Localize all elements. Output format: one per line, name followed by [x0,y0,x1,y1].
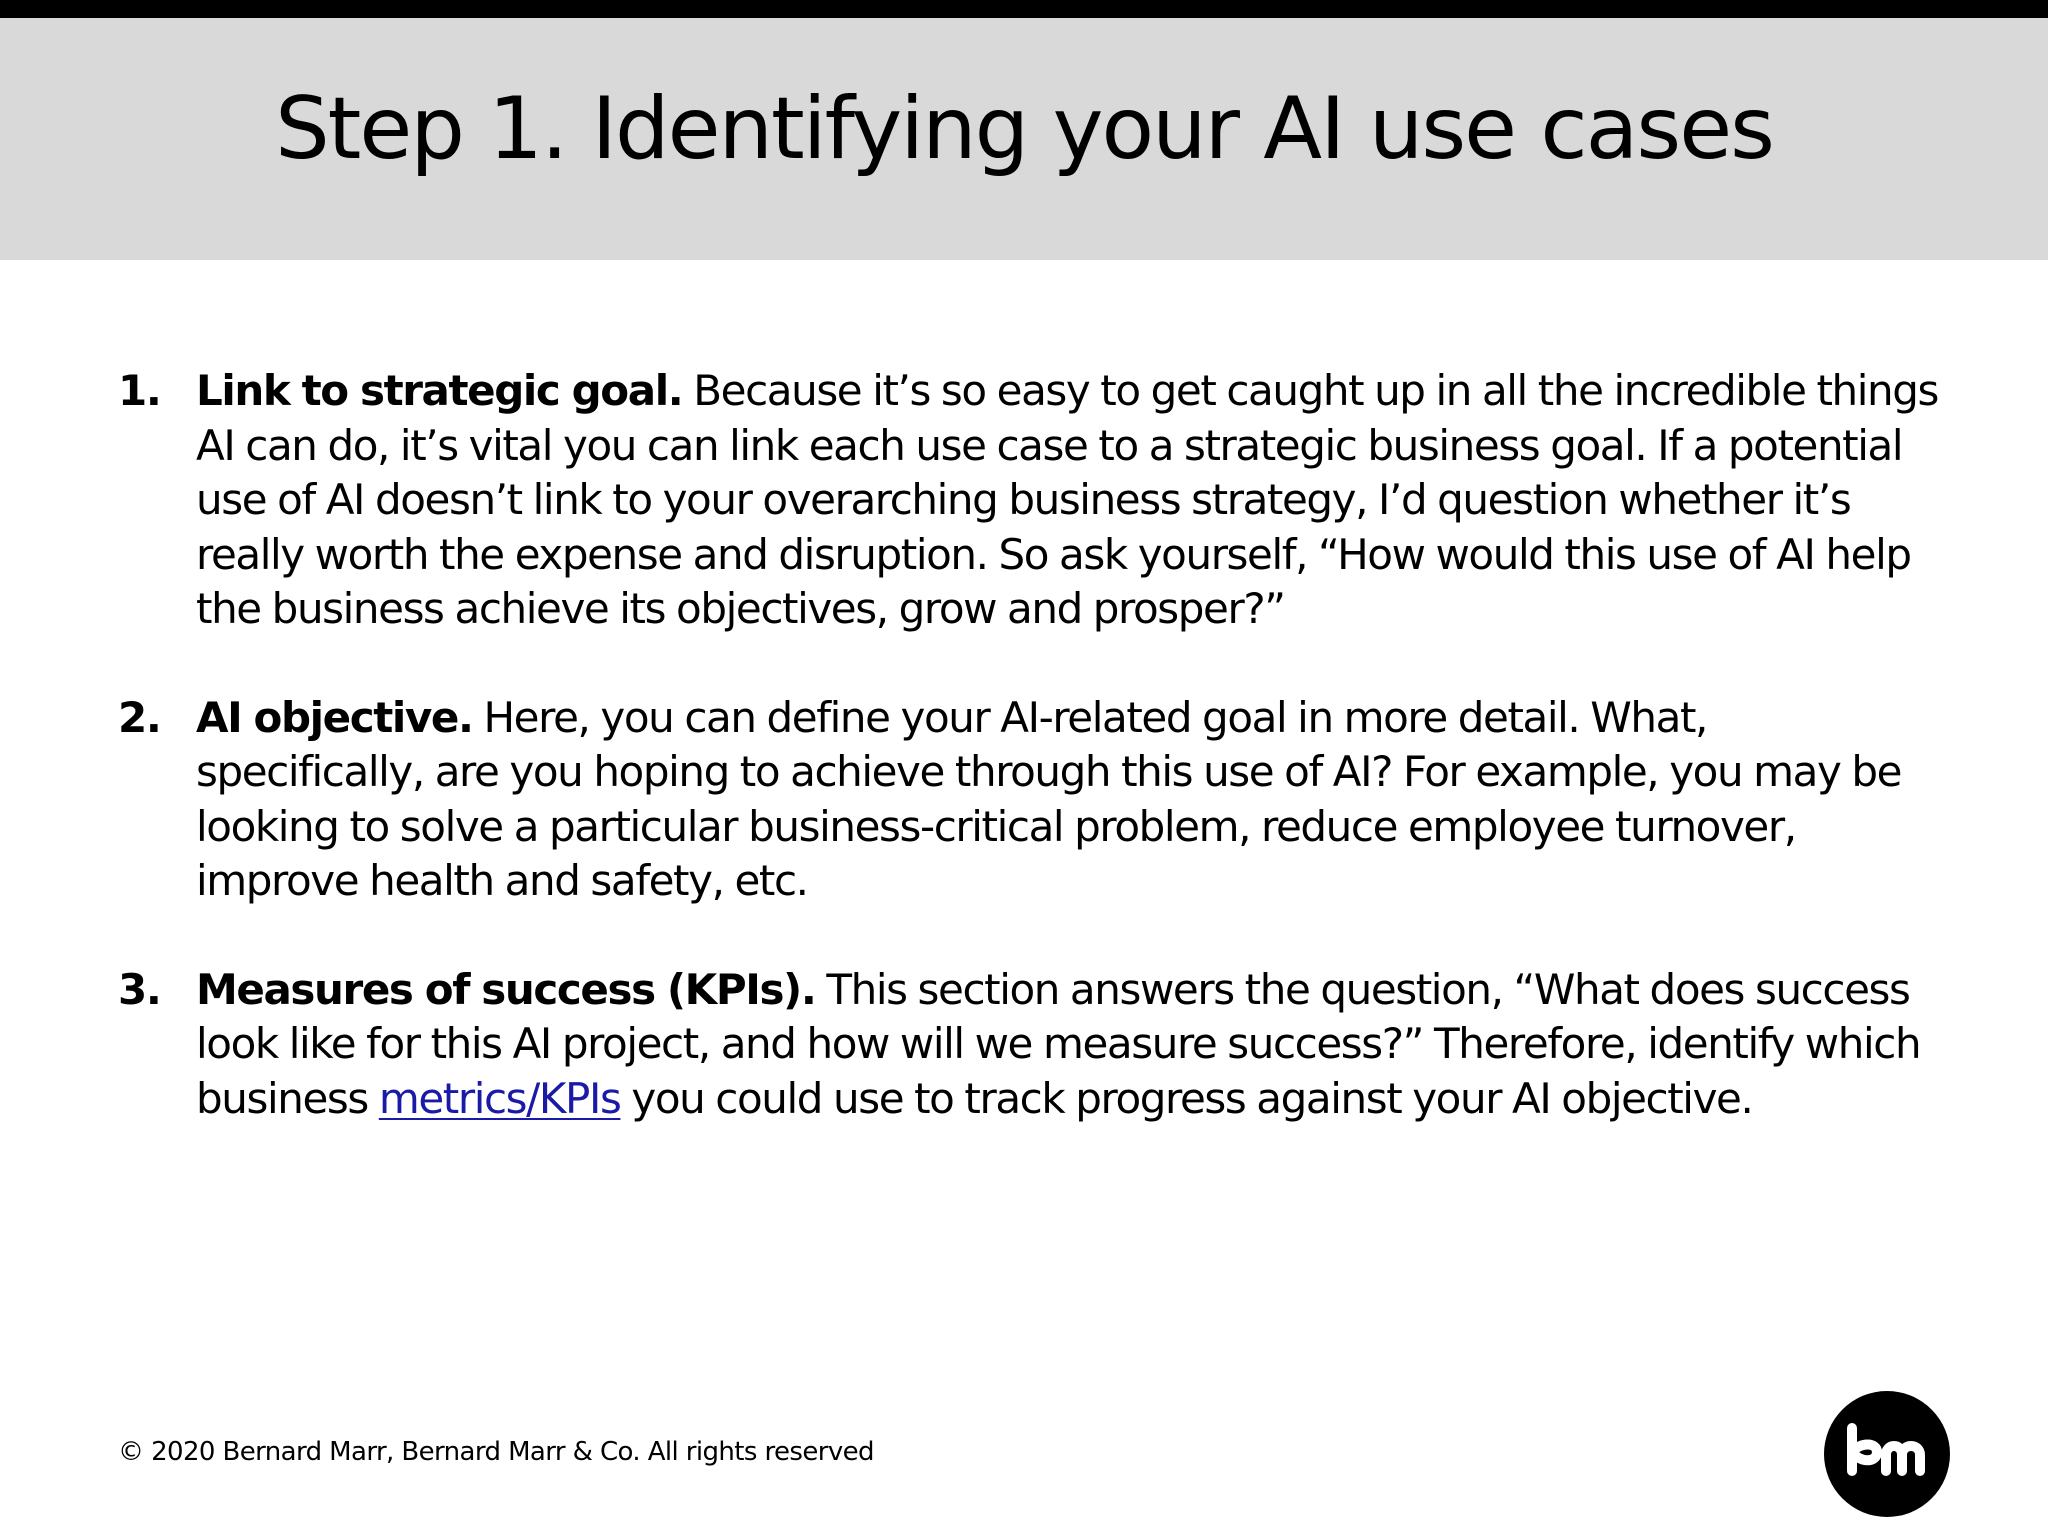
list-item-measures-of-success [118,963,1938,1127]
steps-list [118,364,1938,1180]
step-body-after-link: you could use to track progress against your AI objective. [620,1073,1753,1123]
step-number: 1. [118,366,161,415]
step-body: Here, you can define your AI-related goal in more detail. What, specifically, are you hoping to achieve through this use of AI? For example, you may be looking to solve a particular business-critical problem, reduce employee turnover, improve health and safety, etc. [196,692,1902,905]
title-band [0,18,2048,260]
list-item-link-to-strategic-goal [118,364,1938,637]
step-number: 2. [118,692,161,742]
step-body: Because it’s so easy to get caught up in all the incredible things AI can do, it’s vital you can link each use case to a strategic business goal. If a potential use of AI doesn’t link to your overarching business strategy, I’d question whether it’s really worth the expense and disruption. So ask yourself, “How would this use of AI help the business achieve its objectives, grow and prosper?” [196,366,1938,633]
copyright-notice: © 2020 Bernard Marr, Bernard Marr & Co. All rights reserved [118,1437,874,1467]
step-body-before-link: This section answers the question, “What does success look like for this AI project, and how will we measure success?” Therefore, identify which business [196,964,1921,1123]
metrics-kpis-link[interactable]: metrics/KPIs [378,1073,621,1123]
list-item-ai-objective [118,691,1938,909]
step-heading: AI objective. [196,692,473,742]
step-heading: Link to strategic goal. [196,366,683,415]
step-heading: Measures of success (KPIs). [196,964,816,1014]
bm-logo-icon [1824,1391,1950,1517]
top-border [0,0,2048,18]
page-title: Step 1. Identifying your AI use cases [275,79,1773,179]
step-number: 3. [118,964,161,1014]
